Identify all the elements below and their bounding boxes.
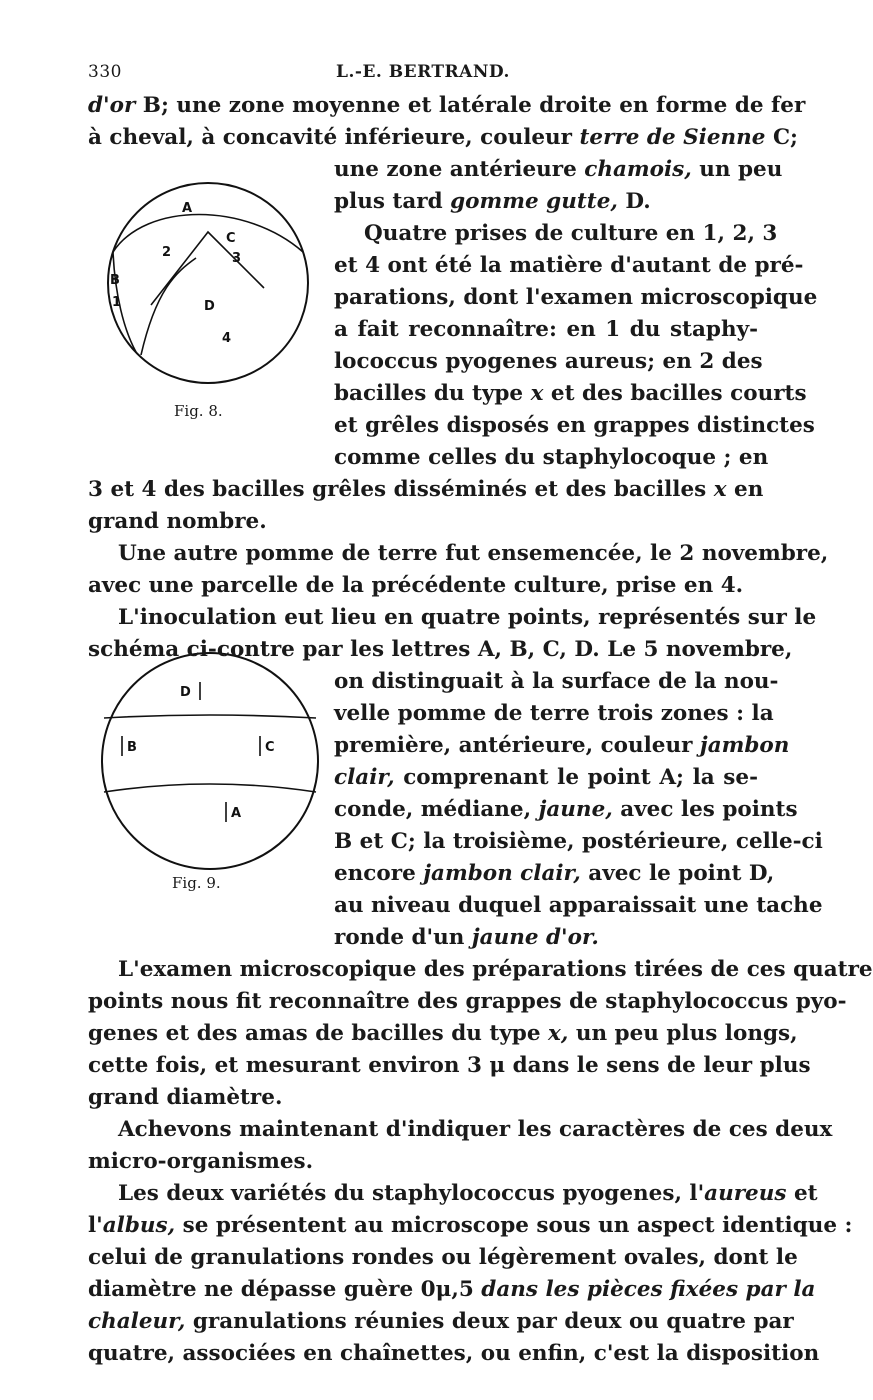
text-span: aureus: [704, 1181, 787, 1206]
text-span: à cheval, à concavité inférieure, couleur: [88, 125, 580, 150]
text-span: bacilles du type: [334, 381, 531, 406]
text-line: Achevons maintenant d'indiquer les caractères de ces deux: [118, 1117, 833, 1142]
text-line: Quatre prises de culture en 1, 2, 3: [364, 221, 778, 246]
text-span: chamois,: [584, 157, 692, 182]
text-line: B et C; la troisième, postérieure, celle-ci: [334, 829, 823, 854]
text-line: a fait reconnaître: en 1 du staphy-: [334, 317, 758, 342]
text-line: [334, 154, 783, 186]
fig8-label-d: D: [204, 299, 215, 314]
text-span: avec les points: [612, 797, 798, 822]
text-span: un peu plus longs,: [568, 1021, 798, 1046]
text-span: en: [726, 477, 764, 502]
text-span: conde, médiane,: [334, 797, 539, 822]
text-span: ronde d'un: [334, 925, 472, 950]
text-span: C;: [765, 125, 798, 150]
text-span: dans les pièces fixées par la: [481, 1277, 816, 1302]
text-line: et grêles disposés en grappes distinctes: [334, 413, 815, 438]
text-span: première, antérieure, couleur: [334, 733, 700, 758]
text-line: parations, dont l'examen microscopique: [334, 285, 818, 310]
text-span: B; une zone moyenne et latérale droite en forme de fer: [135, 93, 806, 118]
text-line: [88, 1178, 818, 1210]
fig8-label-3: 3: [232, 251, 242, 266]
text-span: granulations réunies deux par deux ou quatre par: [185, 1309, 794, 1334]
text-line: grand diamètre.: [88, 1085, 283, 1110]
text-line: L'inoculation eut lieu en quatre points, représentés sur le: [118, 605, 817, 630]
fig9-lower-boundary: [104, 784, 316, 792]
text-line: [88, 1018, 798, 1050]
text-line: L'examen microscopique des préparations tirées de ces quatre: [118, 957, 873, 982]
text-span: D.: [617, 189, 651, 214]
text-span: l': [88, 1213, 103, 1238]
figure-8-caption: Fig. 8.: [174, 402, 223, 420]
text-line: [88, 90, 806, 122]
text-span: jambon clair,: [423, 861, 581, 886]
fig8-zone-c-arc: [151, 232, 264, 305]
fig8-label-2: 2: [162, 245, 172, 260]
text-line: Une autre pomme de terre fut ensemencée, le 2 novembre,: [118, 541, 829, 566]
text-span: Les deux variétés du staphylococcus pyogenes, l': [118, 1181, 705, 1206]
text-span: x: [530, 381, 544, 406]
text-span: diamètre ne dépasse guère 0μ,5: [88, 1277, 482, 1302]
text-span: comprenant le point A; la se-: [394, 765, 758, 790]
figure-8-diagram: [96, 180, 320, 386]
fig8-label-1: 1: [112, 295, 122, 310]
text-span: genes et des amas de bacilles du type: [88, 1021, 549, 1046]
text-span: x: [713, 477, 727, 502]
text-line: micro-organismes.: [88, 1149, 314, 1174]
fig9-label-a: A: [231, 806, 242, 821]
text-span: plus tard: [334, 189, 451, 214]
text-span: d'or: [88, 93, 136, 118]
text-line: [334, 762, 758, 794]
text-span: un peu: [691, 157, 783, 182]
text-span: jaune,: [538, 797, 613, 822]
text-line: lococcus pyogenes aureus; en 2 des: [334, 349, 763, 374]
text-span: albus,: [102, 1213, 176, 1238]
text-span: gomme gutte,: [450, 189, 618, 214]
text-line: avec une parcelle de la précédente culture, prise en 4.: [88, 573, 744, 598]
text-line: [334, 794, 798, 826]
page-header: [88, 62, 758, 88]
text-line: [88, 1306, 794, 1338]
text-span: encore: [334, 861, 424, 886]
fig9-label-d: D: [180, 685, 191, 700]
text-line: [334, 378, 807, 410]
text-line: [334, 186, 758, 218]
fig8-circle: [108, 183, 308, 383]
text-line: velle pomme de terre trois zones : la: [334, 701, 774, 726]
text-span: avec le point D,: [580, 861, 775, 886]
text-line: [88, 1210, 853, 1242]
text-span: 3 et 4 des bacilles grêles disséminés et des bacilles: [88, 477, 714, 502]
text-line: comme celles du staphylocoque ; en: [334, 445, 769, 470]
fig8-label-c: C: [226, 231, 236, 246]
text-span: se présentent au microscope sous un aspect identique :: [175, 1213, 853, 1238]
fig9-label-b: B: [127, 740, 137, 755]
running-head: L.-E. BERTRAND.: [336, 62, 510, 82]
fig9-label-c: C: [265, 740, 275, 755]
text-line: cette fois, et mesurant environ 3 μ dans le sens de leur plus: [88, 1053, 811, 1078]
fig9-upper-boundary: [104, 715, 316, 718]
fig8-label-a: A: [182, 201, 193, 216]
text-span: et des bacilles courts: [543, 381, 807, 406]
fig8-inner-curve: [141, 258, 196, 355]
fig9-circle: [102, 653, 318, 869]
text-line: [334, 730, 790, 762]
fig8-label-4: 4: [222, 331, 232, 346]
text-line: et 4 ont été la matière d'autant de pré-: [334, 253, 804, 278]
text-line: [88, 474, 764, 506]
text-line: schéma ci-contre par les lettres A, B, C, D. Le 5 novembre,: [88, 637, 793, 662]
text-line: grand nombre.: [88, 509, 267, 534]
text-line: [88, 122, 798, 154]
text-span: terre de Sienne: [579, 125, 766, 150]
page-number: 330: [88, 62, 122, 82]
text-span: jaune d'or.: [471, 925, 599, 950]
fig8-label-b: B: [110, 273, 120, 288]
text-span: jambon: [699, 733, 790, 758]
text-line: [334, 922, 758, 954]
text-span: chaleur,: [88, 1309, 186, 1334]
text-span: et: [786, 1181, 818, 1206]
text-line: celui de granulations rondes ou légèrement ovales, dont le: [88, 1245, 798, 1270]
text-line: au niveau duquel apparaissait une tache: [334, 893, 823, 918]
text-span: une zone antérieure: [334, 157, 585, 182]
text-line: [88, 1274, 816, 1306]
text-span: clair,: [334, 765, 395, 790]
text-line: on distinguait à la surface de la nou-: [334, 669, 779, 694]
text-line: [334, 858, 775, 890]
text-line: points nous fit reconnaître des grappes de staphylococcus pyo-: [88, 989, 847, 1014]
text-span: x,: [548, 1021, 569, 1046]
figure-9-diagram: [96, 650, 324, 872]
text-line: quatre, associées en chaînettes, ou enfin, c'est la disposition: [88, 1341, 820, 1366]
figure-9-caption: Fig. 9.: [172, 874, 221, 892]
